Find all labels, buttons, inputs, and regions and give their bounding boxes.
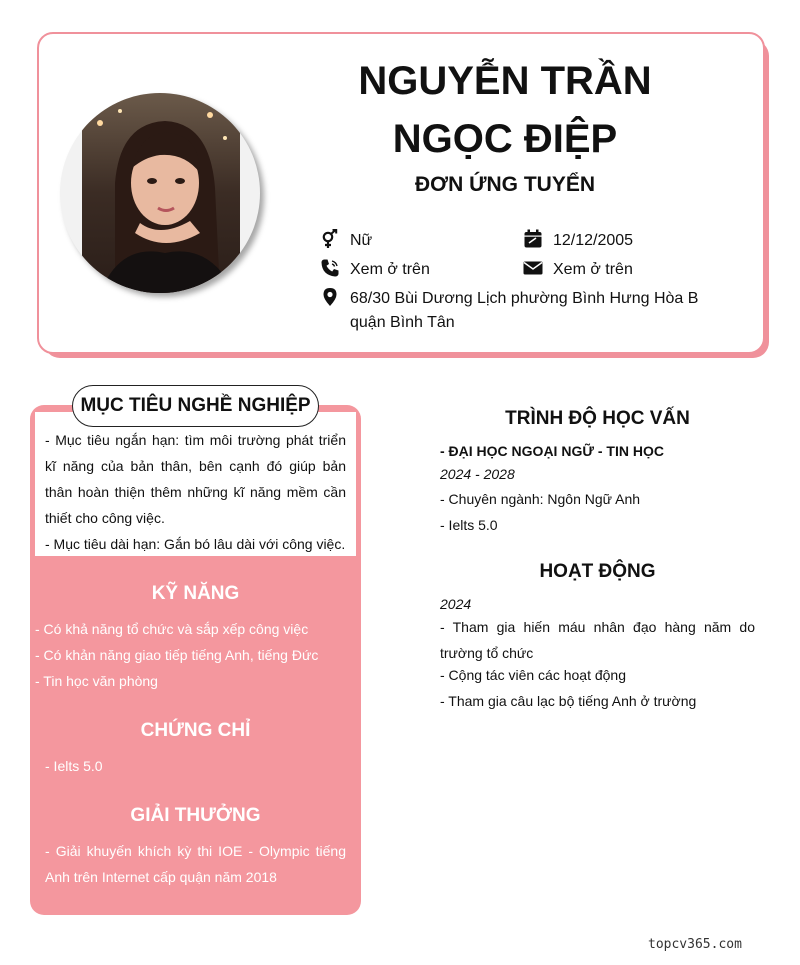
candidate-name (300, 52, 710, 168)
activities-heading: HOẠT ĐỘNG (539, 561, 656, 582)
gender-icon (320, 229, 342, 251)
education-period: 2024 - 2028 (440, 466, 515, 482)
certificate-item: - Ielts 5.0 (45, 758, 103, 774)
email-row (523, 258, 633, 282)
phone-icon (320, 258, 342, 280)
certificates-heading: CHỨNG CHỈ (140, 720, 251, 741)
envelope-icon (523, 258, 545, 280)
skill-item: - Tin học văn phòng (35, 673, 158, 689)
education-heading: TRÌNH ĐỘ HỌC VẤN (505, 408, 690, 429)
gender-value: Nữ (350, 232, 373, 249)
birth-date-value: 12/12/2005 (553, 232, 634, 249)
objective-long-term: - Mục tiêu dài hạn: Gắn bó lâu dài với công việc. (45, 536, 346, 552)
phone-value: Xem ở trên (350, 261, 430, 278)
education-score: - Ielts 5.0 (440, 517, 498, 533)
address-line-1: 68/30 Bùi Dương Lịch phường Bình Hưng Hòa B (350, 290, 699, 307)
birth-date-row (523, 229, 633, 253)
gender-row (320, 229, 372, 253)
skill-item: - Có khả năng tổ chức và sắp xếp công việc (35, 621, 309, 637)
activities-year: 2024 (440, 596, 472, 612)
document-title: ĐƠN ỨNG TUYỂN (414, 173, 595, 196)
objective-text (45, 427, 346, 557)
name-line-1: NGUYỄN TRẦN (358, 59, 652, 103)
address-row (320, 287, 698, 335)
education-school: - ĐẠI HỌC NGOẠI NGỮ - TIN HỌC (440, 443, 664, 459)
activity-item: - Tham gia câu lạc bộ tiếng Anh ở trường (440, 693, 697, 709)
name-line-2: NGỌC ĐIỆP (392, 117, 618, 161)
calendar-icon (523, 229, 545, 251)
address-line-2: quận Bình Tân (350, 314, 455, 331)
watermark: topcv365.com (648, 937, 742, 952)
email-value: Xem ở trên (553, 261, 633, 278)
activity-item: - Tham gia hiến máu nhân đạo hàng năm do trường tổ chức (440, 619, 755, 661)
map-pin-icon (320, 287, 342, 309)
avatar-photo (60, 93, 260, 293)
award-item: - Giải khuyến khích kỳ thi IOE - Olympic tiếng Anh trên Internet cấp quận năm 2018 (45, 843, 346, 885)
education-major: - Chuyên ngành: Ngôn Ngữ Anh (440, 491, 641, 507)
objective-short-term: - Mục tiêu ngắn hạn: tìm môi trường phát triển kĩ năng của bản thân, bên cạnh đó giúp bản thân hoàn thiện thêm những kĩ năng mềm cần thiết cho công việc. (45, 432, 346, 526)
activity-item: - Cộng tác viên các hoạt động (440, 667, 627, 683)
address-value (350, 287, 698, 335)
skill-item: - Có khản năng giao tiếp tiếng Anh, tiếng Đức (35, 647, 319, 663)
phone-row (320, 258, 430, 282)
avatar (60, 93, 260, 293)
objective-heading: MỤC TIÊU NGHỀ NGHIỆP (72, 385, 319, 427)
awards-heading: GIẢI THƯỞNG (130, 805, 261, 826)
skills-heading: KỸ NĂNG (151, 583, 240, 604)
